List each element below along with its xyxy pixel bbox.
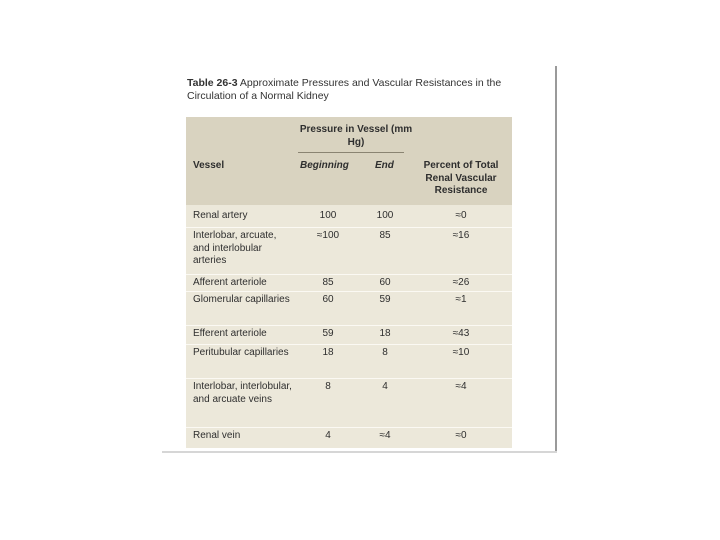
cell-beginning: 85 [322,277,334,288]
cell-resistance: ≈1 [455,294,467,305]
cell-end: 59 [379,294,391,305]
cell-end: 8 [382,347,388,358]
table-title: Approximate Pressures and Vascular Resistances in the Circulation of a Normal Kidney [187,77,502,102]
cell-beginning: 4 [325,430,331,441]
cell-end: ≈4 [379,430,391,441]
group-rule [298,152,404,153]
cell-end: 18 [379,328,391,339]
header-vessel: Vessel [193,160,225,171]
row-divider [186,274,512,275]
cell-resistance: ≈0 [455,210,467,221]
frame-border-bottom [162,451,557,453]
cell-resistance: ≈10 [452,347,470,358]
cell-vessel: Glomerular capillaries [193,294,290,305]
cell-resistance: ≈16 [452,230,470,241]
cell-end: 4 [382,381,388,392]
data-table [186,117,512,448]
cell-beginning: 59 [322,328,334,339]
row-divider [186,227,512,228]
cell-beginning: 8 [325,381,331,392]
cell-beginning: ≈100 [316,230,340,241]
header-resistance: Percent of Total Renal Vascular Resistance [423,160,499,196]
row-divider [186,344,512,345]
header-end: End [375,160,394,171]
row-divider [186,378,512,379]
cell-end: 85 [379,230,391,241]
cell-resistance: ≈4 [455,381,467,392]
cell-resistance: ≈43 [452,328,470,339]
cell-beginning: 18 [322,347,334,358]
cell-vessel: Interlobar, interlobular, and arcuate veins [193,381,292,405]
cell-vessel: Renal artery [193,210,248,221]
table-header [186,117,512,205]
cell-end: 100 [376,210,394,221]
cell-vessel: Renal vein [193,430,241,441]
header-pressure-group: Pressure in Vessel (mm Hg) [299,124,413,148]
cell-vessel: Peritubular capillaries [193,347,289,358]
row-divider [186,427,512,428]
row-divider [186,325,512,326]
cell-vessel: Interlobar, arcuate, and interlobular arteries [193,230,277,266]
cell-beginning: 60 [322,294,334,305]
cell-vessel: Afferent arteriole [193,277,267,288]
cell-beginning: 100 [319,210,337,221]
cell-resistance: ≈26 [452,277,470,288]
table-number: Table 26-3 [187,77,238,89]
cell-resistance: ≈0 [455,430,467,441]
table-caption [187,77,517,103]
frame-border-right [555,66,557,452]
row-divider [186,291,512,292]
cell-end: 60 [379,277,391,288]
header-beginning: Beginning [300,160,349,171]
cell-vessel: Efferent arteriole [193,328,267,339]
